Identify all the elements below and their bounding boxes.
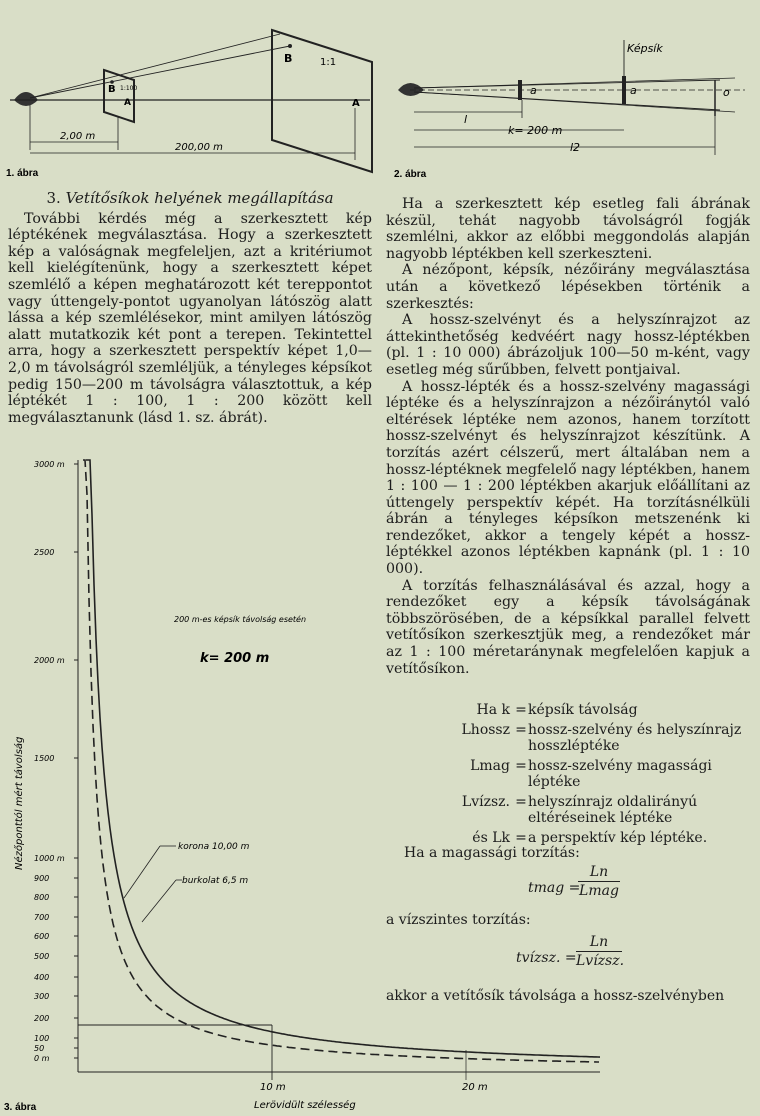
- heading-title: Vetítősíkok helyének megállapítása: [65, 189, 334, 207]
- def-equals: =: [515, 702, 527, 718]
- right-paragraph-4: A hossz-lépték és a hossz-szelvény magassági léptéke és a helyszínrajzon a nézőiránytól való eltérések léptéke nem azonos, hanem torzított hossz-szelvényt és helyszínrajzot készítünk. A torzítás azért célszerű, mert általában nem a hossz-léptéknek megfelelő nagy léptékben, hanem 1 : 100 — 1 : 200 léptékben akarjuk előállítani az úttengely perspektív képét. Ha torzításnélküli ábrán a tényleges képsíkon metszenénk ki rendezőket, akkor a tengely képét a hossz-léptékkel azonos léptékben kapnánk (pl. 1 : 10 000).: [386, 378, 750, 578]
- def-text: hossz-szelvény és helyszínrajz hosszléptéke: [528, 722, 742, 754]
- fig2-label-a2: a: [630, 84, 637, 97]
- figure-2: [390, 30, 760, 185]
- fig1-label-b-big: B: [284, 52, 293, 65]
- vizsz-numerator: Ln: [589, 934, 609, 950]
- x-axis-title: Lerövidült szélesség: [254, 1100, 356, 1111]
- eye-icon-2: [398, 83, 424, 96]
- fig2-caption: 2. ábra: [394, 169, 427, 180]
- def-label: Lmag: [470, 758, 510, 774]
- mag-intro: Ha a magassági torzítás:: [404, 845, 580, 861]
- y-tick-label: 900: [34, 874, 50, 883]
- def-text: helyszínrajz oldalirányú eltéréseinek léptéke: [528, 794, 698, 826]
- fig1-caption: 1. ábra: [6, 168, 39, 179]
- figure-1: [0, 0, 380, 185]
- def-label: Ha k: [476, 702, 510, 718]
- fig2-label-l2: l2: [570, 141, 581, 154]
- y-tick-label: 300: [34, 992, 50, 1001]
- vizsz-denominator: Lvízsz.: [576, 953, 625, 969]
- def-text: képsík távolság: [528, 702, 638, 718]
- mag-formula-lhs: tmag =: [528, 880, 581, 896]
- fig1-label-a-big: A: [352, 98, 360, 109]
- vizsz-intro: a vízszintes torzítás:: [386, 912, 531, 928]
- fig1-dim-small: 2,00 m: [60, 131, 96, 142]
- fig1-label-b-small: B: [108, 84, 116, 95]
- y-tick-label: 400: [34, 973, 50, 982]
- right-paragraph-5: A torzítás felhasználásával és azzal, hogy a rendezőket egy a képsík távolságának többszörösében, de a képsíkkal parallel felvett vetítősíkon szerkesztjük meg, a rendezőket már az 1 : 100 méretaránynak megfelelően kapjuk a vetítősíkon.: [386, 577, 750, 677]
- eye-icon: [14, 92, 38, 106]
- mag-numerator: Ln: [589, 864, 609, 880]
- y-tick-label: 1000 m: [34, 854, 65, 863]
- y-axis-title: Nézőponttól mért távolság: [14, 736, 25, 870]
- y-tick-label: 800: [34, 893, 50, 902]
- annotation-top: 200 m-es képsík távolság esetén: [174, 615, 307, 624]
- annotation-k: k= 200 m: [200, 651, 270, 666]
- closing-line: akkor a vetítősík távolsága a hossz-szelvényben: [386, 988, 725, 1004]
- def-equals: =: [515, 758, 527, 774]
- korona-curve: [86, 460, 600, 1057]
- def-label: Lvízsz.: [461, 794, 510, 810]
- vizsz-formula-lhs: tvízsz. =: [516, 950, 577, 966]
- x-tick-20: 20 m: [462, 1082, 488, 1093]
- heading-number: 3.: [46, 189, 61, 207]
- y-tick-label: 600: [34, 932, 50, 941]
- def-label: Lhossz: [461, 722, 510, 738]
- left-column: [8, 190, 372, 426]
- burkolat-curve: [83, 460, 599, 1062]
- fig1-ratio-small: 1:100: [120, 85, 138, 92]
- right-paragraph-2: A nézőpont, képsík, nézőirány megválasztása után a következő lépésekben történik a szerkesztés:: [386, 262, 750, 312]
- y-tick-label: 2500: [34, 548, 55, 557]
- fig1-ratio-big: 1:1: [320, 57, 337, 68]
- def-label: és Lk: [472, 830, 510, 846]
- fig1-dim-big: 200,00 m: [175, 142, 223, 153]
- fig2-label-k: k= 200 m: [508, 124, 563, 137]
- def-equals: =: [515, 830, 527, 846]
- y-tick-label: 50: [34, 1044, 45, 1053]
- figure-3: [0, 450, 625, 1116]
- def-text: a perspektív kép léptéke.: [528, 830, 708, 846]
- fig2-label-o: o: [723, 86, 730, 99]
- label-korona: korona 10,00 m: [178, 842, 250, 852]
- y-tick-label: 200: [34, 1014, 50, 1023]
- fig2-label-l: l: [464, 113, 468, 126]
- def-equals: =: [515, 794, 527, 810]
- label-burkolat: burkolat 6,5 m: [182, 876, 249, 886]
- y-tick-label: 3000 m: [34, 460, 65, 469]
- y-tick-label: 2000 m: [34, 656, 65, 665]
- def-equals: =: [515, 722, 527, 738]
- y-tick-label: 700: [34, 913, 50, 922]
- fig2-label-kepsik: Képsík: [627, 42, 663, 55]
- y-tick-label: 500: [34, 952, 50, 961]
- fig3-caption: 3. ábra: [4, 1102, 37, 1113]
- y-tick-label: 100: [34, 1034, 50, 1043]
- right-paragraph-3: A hossz-szelvényt és a helyszínrajzot az áttekinthetőség kedvéért nagy hossz-léptékben (pl. 1 : 10 000) ábrázoljuk 100—50 m-ként, vagy esetleg még sűrűbben, felvett pontjaival.: [386, 312, 750, 378]
- y-tick-label: 0 m: [34, 1054, 50, 1063]
- fig2-label-a1: a: [530, 84, 537, 97]
- y-tick-label: 1500: [34, 754, 55, 763]
- def-text: hossz-szelvény magassági léptéke: [528, 758, 712, 790]
- x-tick-10: 10 m: [260, 1082, 286, 1093]
- right-paragraph-1: Ha a szerkesztett kép esetleg fali ábrának készül, tehát nagyobb távolságról fogják szemlélni, akkor az előbbi meggondolás alapján nagyobb léptékben kell szerkeszteni.: [386, 196, 750, 262]
- fig1-label-a-small: A: [124, 98, 131, 108]
- section-heading: [8, 190, 372, 207]
- left-paragraph: További kérdés még a szerkesztett kép léptékének megválasztása. Hogy a szerkesztett kép a valóságnak megfeleljen, azt a kritériumot kell kielégítenünk, hogy a szerkesztett képet szemlélő a képen meghatározott két tereppontot vagy úttengely-pontot ugyanolyan látószög alatt lássa a kép szemlélésekor, mint amilyen látószög alatt mutatkozik két pont a terepen. Tekintettel arra, hogy a szerkesztett perspektív képet 1,0—2,0 m távolságról szemléljük, a tényleges képsíkot pedig 150—200 m távolságra választottuk, a kép léptékét 1 : 100, 1 : 200 között kell megválasztanunk (lásd 1. sz. ábrát).: [8, 210, 372, 426]
- mag-denominator: Lmag: [579, 883, 619, 899]
